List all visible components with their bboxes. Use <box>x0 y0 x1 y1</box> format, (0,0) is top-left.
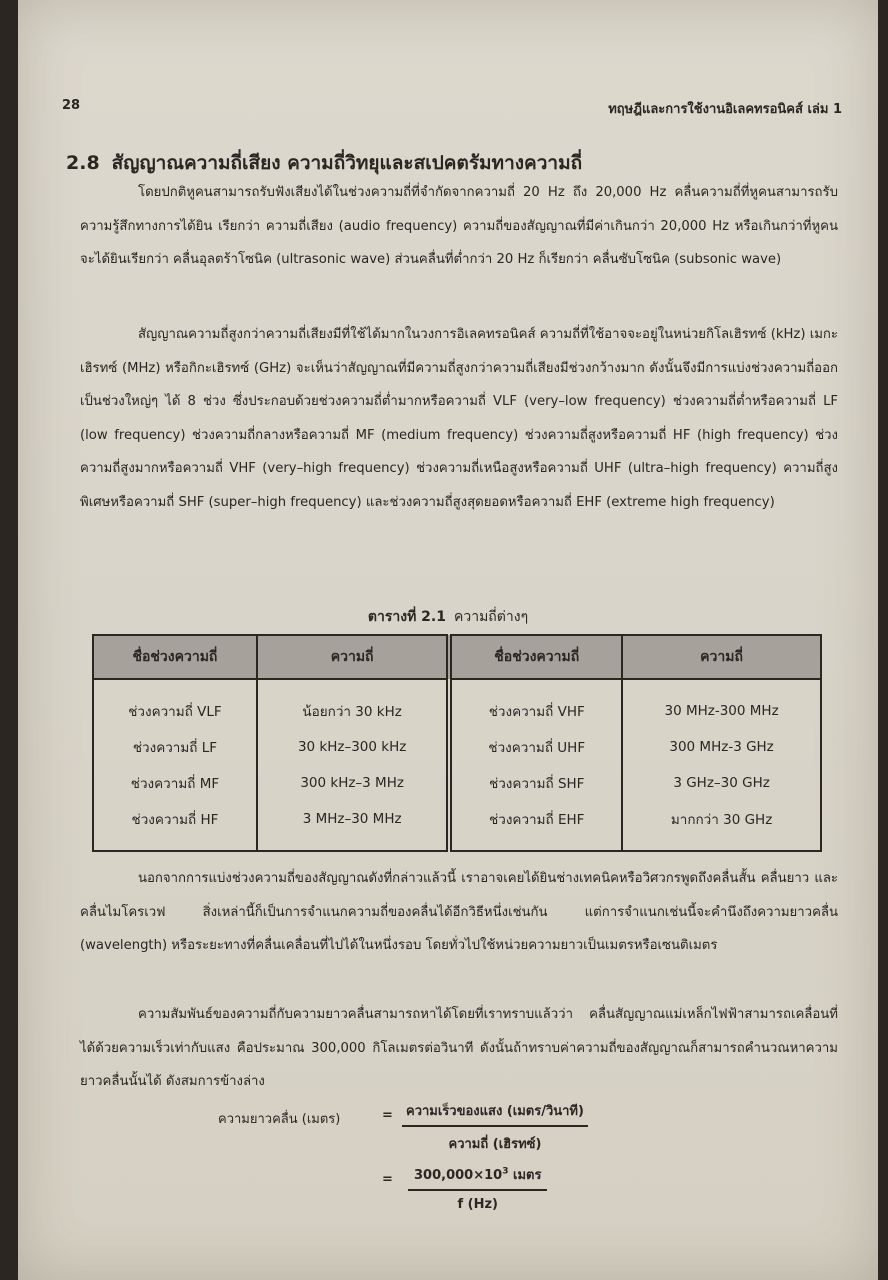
column-header: ความถี่ <box>257 635 449 679</box>
table-cell: ช่วงความถี่ LF <box>93 729 257 765</box>
paragraph-text: ความสัมพันธ์ของความถี่กับความยาวคลื่นสามารถหาได้โดยที่เราทราบแล้วว่า คลื่นสัญญาณแม่เหล็กไฟฟ้าสามารถเคลื่อนที่ได้ด้วยความเร็วเท่ากับแสง คือประมาณ 300,000 กิโลเมตรต่อวินาที ดังนั้นถ้าทราบค่าความถี่ของสัญญาณก็สามารถคำนวณหาความยาวคลื่นนั้นได้ ดังสมการข้างล่าง <box>80 1007 838 1089</box>
fraction-numerator <box>408 1164 547 1191</box>
fraction-speed-over-frequency <box>402 1100 588 1154</box>
table-cell: ช่วงความถี่ VLF <box>93 679 257 729</box>
table-cell: 3 MHz–30 MHz <box>257 801 449 851</box>
paragraph-relationship <box>80 998 838 1099</box>
paragraph-frequency-bands <box>80 318 838 519</box>
page-number: 28 <box>62 98 81 113</box>
table-cell: ช่วงความถี่ SHF <box>449 765 622 801</box>
table-caption-label: ตารางที่ 2.1 <box>367 609 446 625</box>
table-row <box>93 765 821 801</box>
equals-sign: = <box>382 1172 393 1187</box>
fraction-denominator: f (Hz) <box>457 1197 498 1212</box>
table-cell: 30 kHz–300 kHz <box>257 729 449 765</box>
table-cell: 300 MHz-3 GHz <box>622 729 821 765</box>
numerator-value: 300,000×10 <box>414 1168 503 1183</box>
table-cell: มากกว่า 30 GHz <box>622 801 821 851</box>
column-header: ชื่อช่วงความถี่ <box>449 635 622 679</box>
fraction-denominator: ความถี่ (เฮิรทซ์) <box>448 1137 542 1152</box>
frequency-table <box>92 634 822 852</box>
table-caption <box>18 606 878 628</box>
table-cell: ช่วงความถี่ UHF <box>449 729 622 765</box>
paragraph-text: โดยปกติหูคนสามารถรับฟังเสียงได้ในช่วงความถี่ที่จำกัดจากความถี่ 20 Hz ถึง 20,000 Hz คลื่นความถี่ที่หูคนสามารถรับความรู้สึกทางการได้ยิน เรียกว่า ความถี่เสียง (audio frequency) ความถี่ของสัญญาณที่มีค่าเกินกว่า 20,000 Hz หรือเกินกว่าที่หูคนจะได้ยินเรียกว่า คลื่นอุลตร้าโซนิค (ultrasonic wave) ส่วนคลื่นที่ต่ำกว่า 20 Hz ก็เรียกว่า คลื่นซับโซนิค (subsonic wave) <box>80 185 838 267</box>
paragraph-text: นอกจากการแบ่งช่วงความถี่ของสัญญาณดังที่กล่าวแล้วนี้ เราอาจเคยได้ยินช่างเทคนิคหรือวิศวกรพูดถึงคลื่นสั้น คลื่นยาว และคลื่นไมโครเวฟ สิ่งเหล่านี้ก็เป็นการจำแนกความถี่ของคลื่นได้อีกวิธีหนึ่งเช่นกัน แต่การจำแนกเช่นนี้จะคำนึงถึงความยาวคลื่น (wavelength) หรือระยะทางที่คลื่นเคลื่อนที่ไปได้ในหนึ่งรอบ โดยทั่วไปใช้หน่วยความยาวเป็นเมตรหรือเซนติเมตร <box>80 871 838 953</box>
equals-sign: = <box>382 1108 393 1123</box>
running-title: ทฤษฎีและการใช้งานอิเลคทรอนิคส์ เล่ม 1 <box>608 102 842 117</box>
section-heading <box>66 148 582 178</box>
table-cell: ช่วงความถี่ HF <box>93 801 257 851</box>
book-page <box>18 0 878 1280</box>
paragraph-text: สัญญาณความถี่สูงกว่าความถี่เสียงมีที่ใช้ได้มากในวงการอิเลคทรอนิคส์ ความถี่ที่ใช้อาจจะอยู่ในหน่วยกิโลเฮิรทซ์ (kHz) เมกะเฮิรทซ์ (MHz) หรือกิกะเฮิรทซ์ (GHz) จะเห็นว่าสัญญาณที่มีความถี่สูงกว่าความถี่เสียงมีช่วงกว้างมาก ดังนั้นจึงมีการแบ่งช่วงความถี่ออกเป็นช่วงใหญ่ๆ ได้ 8 ช่วง ซึ่งประกอบด้วยช่วงความถี่ต่ำมากหรือความถี่ VLF (very–low frequency) ช่วงความถี่ต่ำหรือความถี่ LF (low frequency) ช่วงความถี่กลางหรือความถี่ MF (medium frequency) ช่วงความถี่สูงหรือความถี่ HF (high frequency) ช่วงความถี่สูงมากหรือความถี่ VHF (very–high frequency) ช่วงความถี่เหนือสูงหรือความถี่ UHF (ultra–high frequency) ความถี่สูงพิเศษหรือความถี่ SHF (super–high frequency) และช่วงความถี่สูงสุดยอดหรือความถี่ EHF (extreme high frequency) <box>80 327 838 510</box>
paragraph-audio-frequency <box>80 176 838 277</box>
numerator-exponent: 3 <box>502 1166 509 1177</box>
column-header: ความถี่ <box>622 635 821 679</box>
fraction-numeric <box>408 1164 547 1212</box>
table-header-row <box>93 635 821 679</box>
table-cell: 30 MHz-300 MHz <box>622 679 821 729</box>
section-number: 2.8 <box>66 152 100 174</box>
table-row <box>93 801 821 851</box>
table-cell: 300 kHz–3 MHz <box>257 765 449 801</box>
table-cell: 3 GHz–30 GHz <box>622 765 821 801</box>
fraction-numerator: ความเร็วของแสง (เมตร/วินาที) <box>402 1100 588 1127</box>
table-cell: ช่วงความถี่ EHF <box>449 801 622 851</box>
table-row <box>93 729 821 765</box>
section-title: สัญญาณความถี่เสียง ความถี่วิทยุและสเปคตรัมทางความถี่ <box>111 152 583 174</box>
table-cell: ช่วงความถี่ VHF <box>449 679 622 729</box>
table-cell: ช่วงความถี่ MF <box>93 765 257 801</box>
equation-lhs: ความยาวคลื่น (เมตร) <box>218 1112 341 1127</box>
table-caption-text: ความถี่ต่างๆ <box>453 609 529 625</box>
numerator-unit: เมตร <box>513 1168 542 1183</box>
column-header: ชื่อช่วงความถี่ <box>93 635 257 679</box>
paragraph-wavelength <box>80 862 838 963</box>
table-cell: น้อยกว่า 30 kHz <box>257 679 449 729</box>
table-row <box>93 679 821 729</box>
